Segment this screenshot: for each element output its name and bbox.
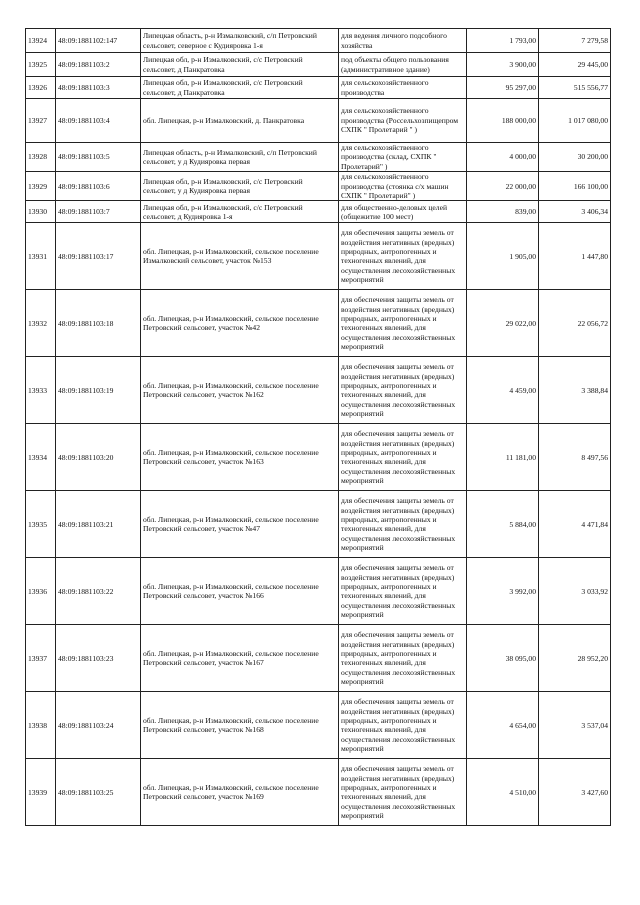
- cadastral-cost-cell: 1 447,80: [539, 223, 611, 290]
- cadastral-number-cell: 48:09:1881103:2: [56, 53, 141, 77]
- table-row: [26, 223, 611, 290]
- permitted-use-cell: под объекты общего пользования (административное здание): [339, 53, 467, 77]
- area-cell: 4 459,00: [467, 357, 539, 424]
- cadastral-number-cell: 48:09:1881102:147: [56, 29, 141, 53]
- cadastral-cost-cell: 3 406,34: [539, 201, 611, 223]
- permitted-use-cell: для обеспечения защиты земель от воздействия негативных (вредных) природных, антропогенных и техногенных явлений, для осуществления лесохозяйственных мероприятий: [339, 223, 467, 290]
- table-row: [26, 77, 611, 99]
- record-number-cell: 13929: [26, 172, 56, 201]
- address-cell: Липецкая область, р-н Измалковский, с/п Петровский сельсовет, у д Кудияровка первая: [141, 143, 339, 172]
- address-cell: обл. Липецкая, р-н Измалковский, сельское поселение Измалковский сельсовет, участок №153: [141, 223, 339, 290]
- cadastral-number-cell: 48:09:1881103:6: [56, 172, 141, 201]
- area-cell: 4 654,00: [467, 692, 539, 759]
- permitted-use-cell: для сельскохозяйственного производства (склад, СХПК " Пролетарий" ): [339, 143, 467, 172]
- record-number-cell: 13933: [26, 357, 56, 424]
- address-cell: Липецкая область, р-н Измалковский, с/п Петровский сельсовет, северное с Кудияровка 1-я: [141, 29, 339, 53]
- table-row: [26, 625, 611, 692]
- table-row: [26, 558, 611, 625]
- cadastral-cost-cell: 166 100,00: [539, 172, 611, 201]
- cadastral-number-cell: 48:09:1881103:20: [56, 424, 141, 491]
- address-cell: обл. Липецкая, р-н Измалковский, д. Панкратовка: [141, 99, 339, 143]
- cadastral-cost-cell: 3 033,92: [539, 558, 611, 625]
- permitted-use-cell: для обеспечения защиты земель от воздействия негативных (вредных) природных, антропогенных и техногенных явлений, для осуществления лесохозяйственных мероприятий: [339, 558, 467, 625]
- area-cell: 1 793,00: [467, 29, 539, 53]
- area-cell: 1 905,00: [467, 223, 539, 290]
- permitted-use-cell: для общественно-деловых целей (общежитие 100 мест): [339, 201, 467, 223]
- address-cell: Липецкая обл, р-н Измалковский, с/с Петровский сельсовет, д Кудияровка 1-я: [141, 201, 339, 223]
- table-row: [26, 29, 611, 53]
- cadastral-number-cell: 48:09:1881103:22: [56, 558, 141, 625]
- record-number-cell: 13927: [26, 99, 56, 143]
- permitted-use-cell: для сельскохозяйственного производства: [339, 77, 467, 99]
- address-cell: Липецкая обл, р-н Измалковский, с/с Петровский сельсовет, у д Кудияровка первая: [141, 172, 339, 201]
- cadastral-number-cell: 48:09:1881103:24: [56, 692, 141, 759]
- area-cell: 5 884,00: [467, 491, 539, 558]
- address-cell: обл. Липецкая, р-н Измалковский, сельское поселение Петровский сельсовет, участок №42: [141, 290, 339, 357]
- record-number-cell: 13937: [26, 625, 56, 692]
- table-row: [26, 759, 611, 826]
- record-number-cell: 13935: [26, 491, 56, 558]
- record-number-cell: 13932: [26, 290, 56, 357]
- area-cell: 839,00: [467, 201, 539, 223]
- land-plots-table: [25, 28, 611, 826]
- table-row: [26, 290, 611, 357]
- cadastral-number-cell: 48:09:1881103:4: [56, 99, 141, 143]
- cadastral-number-cell: 48:09:1881103:3: [56, 77, 141, 99]
- table-row: [26, 201, 611, 223]
- cadastral-cost-cell: 22 056,72: [539, 290, 611, 357]
- cadastral-number-cell: 48:09:1881103:23: [56, 625, 141, 692]
- cadastral-cost-cell: 3 388,84: [539, 357, 611, 424]
- record-number-cell: 13925: [26, 53, 56, 77]
- permitted-use-cell: для сельскохозяйственного производства (стоянка с/х машин СХПК " Пролетарий" ): [339, 172, 467, 201]
- record-number-cell: 13928: [26, 143, 56, 172]
- record-number-cell: 13926: [26, 77, 56, 99]
- address-cell: обл. Липецкая, р-н Измалковский, сельское поселение Петровский сельсовет, участок №163: [141, 424, 339, 491]
- record-number-cell: 13931: [26, 223, 56, 290]
- record-number-cell: 13939: [26, 759, 56, 826]
- cadastral-number-cell: 48:09:1881103:21: [56, 491, 141, 558]
- area-cell: 3 900,00: [467, 53, 539, 77]
- area-cell: 3 992,00: [467, 558, 539, 625]
- cadastral-cost-cell: 3 537,04: [539, 692, 611, 759]
- area-cell: 11 181,00: [467, 424, 539, 491]
- permitted-use-cell: для обеспечения защиты земель от воздействия негативных (вредных) природных, антропогенных и техногенных явлений, для осуществления лесохозяйственных мероприятий: [339, 692, 467, 759]
- cadastral-cost-cell: 8 497,56: [539, 424, 611, 491]
- table-row: [26, 357, 611, 424]
- table-row: [26, 53, 611, 77]
- address-cell: обл. Липецкая, р-н Измалковский, сельское поселение Петровский сельсовет, участок №168: [141, 692, 339, 759]
- record-number-cell: 13924: [26, 29, 56, 53]
- address-cell: обл. Липецкая, р-н Измалковский, сельское поселение Петровский сельсовет, участок №47: [141, 491, 339, 558]
- table-row: [26, 424, 611, 491]
- address-cell: обл. Липецкая, р-н Измалковский, сельское поселение Петровский сельсовет, участок №162: [141, 357, 339, 424]
- address-cell: Липецкая обл, р-н Измалковский, с/с Петровский сельсовет, д Панкратовка: [141, 53, 339, 77]
- cadastral-number-cell: 48:09:1881103:25: [56, 759, 141, 826]
- area-cell: 38 095,00: [467, 625, 539, 692]
- address-cell: Липецкая обл, р-н Измалковский, с/с Петровский сельсовет, д Панкратовка: [141, 77, 339, 99]
- area-cell: 95 297,00: [467, 77, 539, 99]
- table-row: [26, 692, 611, 759]
- permitted-use-cell: для ведения личного подсобного хозяйства: [339, 29, 467, 53]
- cadastral-cost-cell: 3 427,60: [539, 759, 611, 826]
- area-cell: 22 000,00: [467, 172, 539, 201]
- cadastral-number-cell: 48:09:1881103:18: [56, 290, 141, 357]
- record-number-cell: 13930: [26, 201, 56, 223]
- area-cell: 188 000,00: [467, 99, 539, 143]
- table-row: [26, 491, 611, 558]
- cadastral-cost-cell: 7 279,58: [539, 29, 611, 53]
- cadastral-number-cell: 48:09:1881103:19: [56, 357, 141, 424]
- area-cell: 4 510,00: [467, 759, 539, 826]
- cadastral-cost-cell: 515 556,77: [539, 77, 611, 99]
- permitted-use-cell: для обеспечения защиты земель от воздействия негативных (вредных) природных, антропогенных и техногенных явлений, для осуществления лесохозяйственных мероприятий: [339, 491, 467, 558]
- record-number-cell: 13938: [26, 692, 56, 759]
- table-row: [26, 143, 611, 172]
- address-cell: обл. Липецкая, р-н Измалковский, сельское поселение Петровский сельсовет, участок №169: [141, 759, 339, 826]
- area-cell: 4 000,00: [467, 143, 539, 172]
- address-cell: обл. Липецкая, р-н Измалковский, сельское поселение Петровский сельсовет, участок №166: [141, 558, 339, 625]
- cadastral-number-cell: 48:09:1881103:5: [56, 143, 141, 172]
- cadastral-number-cell: 48:09:1881103:17: [56, 223, 141, 290]
- table-body: [26, 29, 611, 826]
- table-row: [26, 99, 611, 143]
- cadastral-cost-cell: 29 445,00: [539, 53, 611, 77]
- permitted-use-cell: для обеспечения защиты земель от воздействия негативных (вредных) природных, антропогенных и техногенных явлений, для осуществления лесохозяйственных мероприятий: [339, 759, 467, 826]
- cadastral-cost-cell: 4 471,84: [539, 491, 611, 558]
- cadastral-cost-cell: 28 952,20: [539, 625, 611, 692]
- permitted-use-cell: для обеспечения защиты земель от воздействия негативных (вредных) природных, антропогенных и техногенных явлений, для осуществления лесохозяйственных мероприятий: [339, 424, 467, 491]
- cadastral-cost-cell: 1 017 080,00: [539, 99, 611, 143]
- permitted-use-cell: для обеспечения защиты земель от воздействия негативных (вредных) природных, антропогенных и техногенных явлений, для осуществления лесохозяйственных мероприятий: [339, 290, 467, 357]
- table-row: [26, 172, 611, 201]
- area-cell: 29 022,00: [467, 290, 539, 357]
- cadastral-cost-cell: 30 200,00: [539, 143, 611, 172]
- permitted-use-cell: для сельскохозяйственного производства (Россельхозпищепром СХПК " Пролетарий " ): [339, 99, 467, 143]
- address-cell: обл. Липецкая, р-н Измалковский, сельское поселение Петровский сельсовет, участок №167: [141, 625, 339, 692]
- record-number-cell: 13936: [26, 558, 56, 625]
- permitted-use-cell: для обеспечения защиты земель от воздействия негативных (вредных) природных, антропогенных и техногенных явлений, для осуществления лесохозяйственных мероприятий: [339, 357, 467, 424]
- permitted-use-cell: для обеспечения защиты земель от воздействия негативных (вредных) природных, антропогенных и техногенных явлений, для осуществления лесохозяйственных мероприятий: [339, 625, 467, 692]
- record-number-cell: 13934: [26, 424, 56, 491]
- cadastral-number-cell: 48:09:1881103:7: [56, 201, 141, 223]
